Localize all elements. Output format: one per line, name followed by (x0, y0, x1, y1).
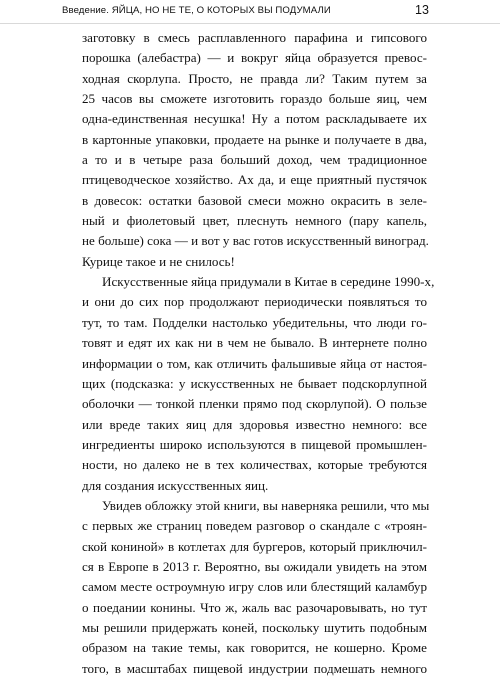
paragraph-2 (82, 272, 435, 496)
text-line: в картонные упаковки, продаете на рынке и получаете в два, (82, 131, 427, 147)
text-line: ходная скорлупа. Просто, не правда ли? Таким путем за (82, 70, 427, 86)
text-line: а то и в четыре раза больший доход, чем традиционное (82, 152, 427, 168)
text-line: ингредиенты широко используются в пищевой промышлен- (82, 436, 427, 452)
text-line: или вреде таких яиц для здоровья известно немного: все (82, 416, 427, 432)
text-line: и они до сих пор продолжают периодически появляться то (82, 294, 427, 310)
paragraph-1 (82, 28, 427, 272)
text-line: товят и едят их как ни в чем не бывало. В интернете полно (82, 335, 427, 351)
text-line: птицеводческое хозяйство. Ах да, и еще приятный пустячок (82, 172, 427, 188)
text-line: ности, но далеко не в тех количествах, которые требуются (82, 457, 427, 473)
text-line: для создания искусственных яиц. (82, 477, 269, 493)
text-line: информации о том, как отличить фальшивые яйца от настоя- (82, 355, 427, 371)
text-line: самом месте остроумную игру слов или блестящий каламбур (82, 579, 427, 595)
text-line: того, в масштабах пищевой индустрии подмешать немного (82, 660, 427, 676)
page-body (82, 28, 435, 679)
text-line: о поедании конины. Что ж, жаль вас разочаровывать, но тут (82, 599, 427, 615)
page-number: 13 (415, 3, 429, 17)
text-line: мы решили придержать коней, поскольку шутить подобным (82, 619, 427, 635)
text-line: ской кониной» в котлетах для бургеров, который приключил- (82, 538, 427, 554)
text-line: Курице такое и не снилось! (82, 253, 235, 269)
text-line: ся в Европе в 2013 г. Вероятно, вы ожидали увидеть на этом (82, 558, 427, 574)
text-line: заготовку в смесь расплавленного парафина и гипсового (82, 30, 427, 45)
text-line: тут, то там. Подделки настолько убедительны, что люди го- (82, 314, 427, 330)
text-line: Увидев обложку этой книги, вы наверняка решили, что мы (102, 497, 430, 513)
text-line: образом на такие темы, как говорится, не кошерно. Кроме (82, 640, 427, 656)
text-line: в довесок: остатки базовой смеси можно окрасить в зеле- (82, 192, 427, 208)
running-header (0, 0, 500, 24)
running-title: Введение. ЯЙЦА, НО НЕ ТЕ, О КОТОРЫХ ВЫ ПОДУМАЛИ (62, 5, 331, 16)
text-line: оболочки — тонкой пленки прямо под скорлупой). О пользе (82, 396, 427, 412)
text-line: одна-единственная несушка! Ну а потом раскладываете их (82, 111, 427, 127)
text-line: щих (подсказка: у искусственных не бывает подскорлупной (82, 375, 427, 391)
text-line: Искусственные яйца придумали в Китае в середине 1990-х, (102, 274, 435, 290)
text-line: не больше) сока — и вот у вас готов искусственный виноград. (82, 233, 429, 249)
paragraph-3 (82, 496, 430, 679)
text-line: порошка (алебастра) — и вокруг яйца образуется превос- (82, 50, 427, 66)
text-line: ный и фиолетовый цвет, плеснуть немного (пару капель, (82, 213, 427, 229)
text-line: 25 часов вы сможете изготовить гораздо больше яиц, чем (82, 91, 427, 107)
text-line: с первых же страниц поведем разговор о скандале с «троян- (82, 518, 427, 534)
